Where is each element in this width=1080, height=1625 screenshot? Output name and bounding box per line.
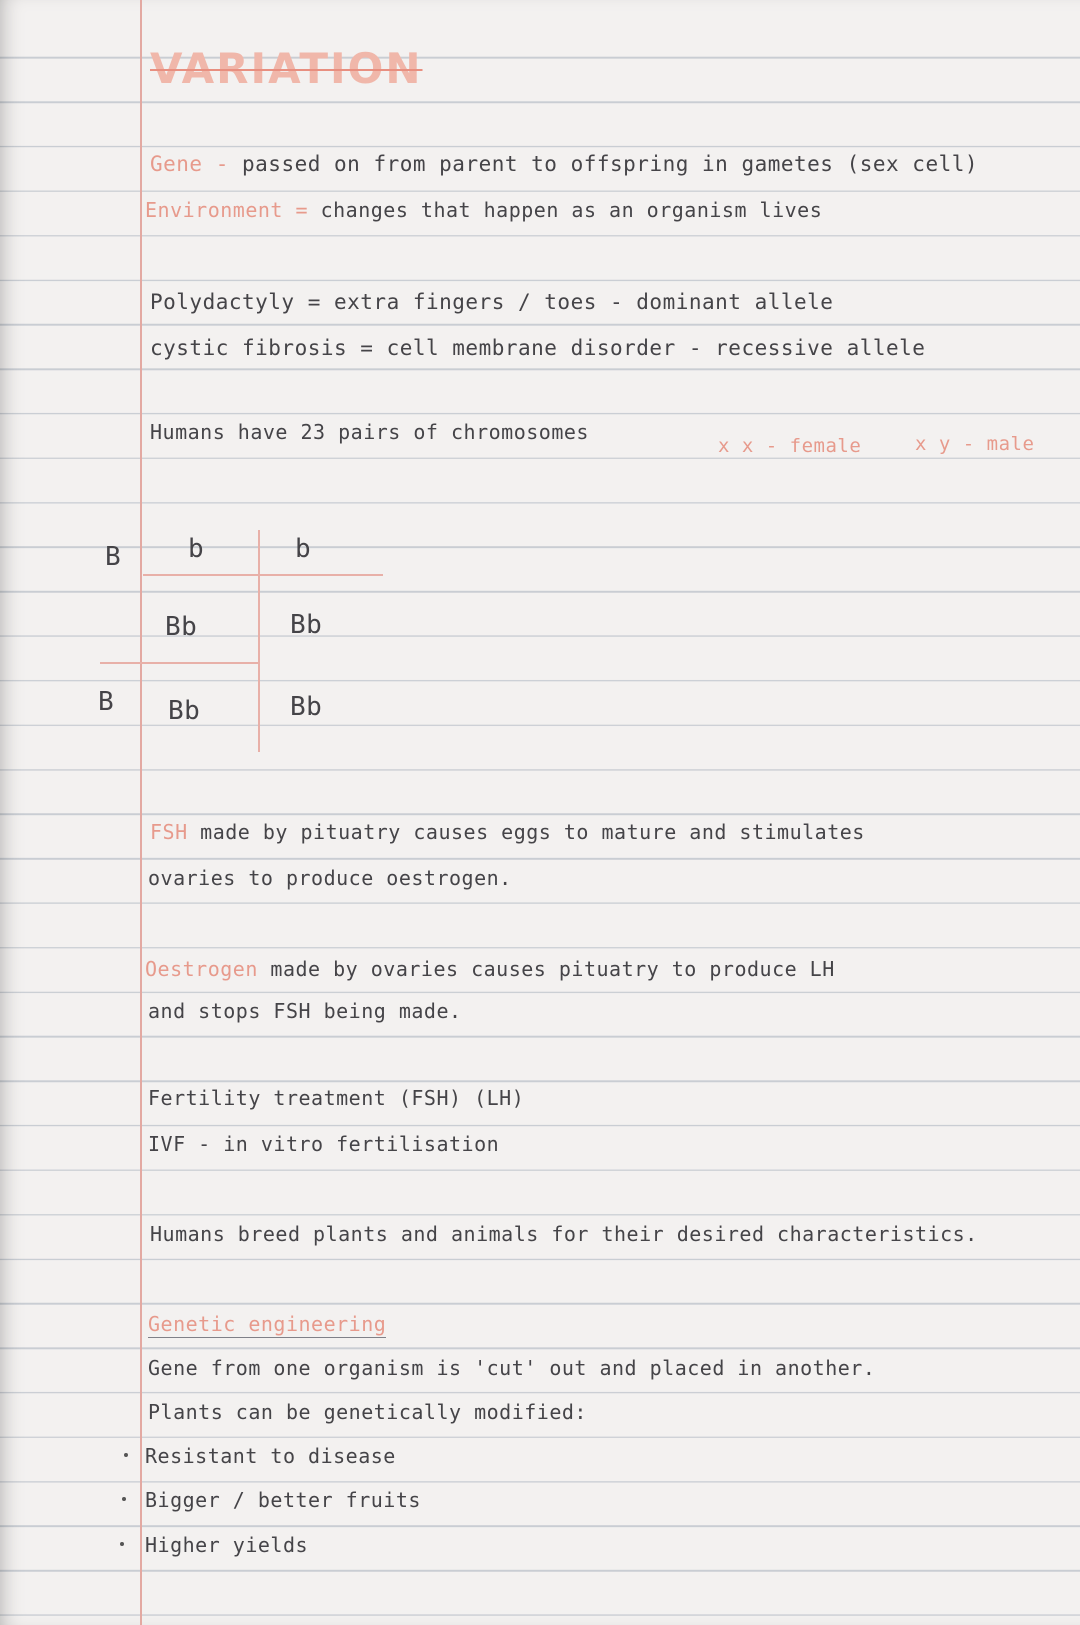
ivf-line: IVF - in vitro fertilisation [148,1132,500,1156]
bullet-dot [122,1497,126,1501]
punnett-row-divider [100,662,260,664]
gene-definition [150,150,978,178]
oestrogen-text: made by ovaries causes pituatry to produce LH [270,957,835,981]
punnett-cell: Bb [290,692,323,722]
bullet-item: Bigger / better fruits [145,1488,421,1512]
punnett-row-header: B [98,687,115,717]
genetic-engineering-heading [148,1310,386,1338]
fsh-line-1 [150,818,865,846]
polydactyly-line: Polydactyly = extra fingers / toes - dominant allele [150,290,834,314]
punnett-header-line [143,574,383,576]
punnett-cell: Bb [165,612,198,642]
fertility-line: Fertility treatment (FSH) (LH) [148,1086,525,1110]
oestrogen-line-1 [145,955,835,983]
genetic-engineering-line-1: Gene from one organism is 'cut' out and placed in another. [148,1356,876,1380]
bullet-item: Resistant to disease [145,1444,396,1468]
environment-term: Environment = [145,198,309,222]
fsh-term: FSH [150,820,188,844]
oestrogen-line-2: and stops FSH being made. [148,999,462,1023]
gene-term: Gene - [150,152,229,176]
punnett-row-header: B [105,542,122,572]
fsh-text: made by pituatry causes eggs to mature and stimulates [200,820,865,844]
punnett-col-header: b [188,534,205,564]
punnett-cell: Bb [168,696,201,726]
gene-text: passed on from parent to offspring in gametes (sex cell) [242,152,979,176]
genetic-engineering-heading-text: Genetic engineering [148,1312,387,1336]
punnett-col-header: b [295,534,312,564]
bullet-item: Higher yields [145,1533,309,1557]
cystic-fibrosis-line: cystic fibrosis = cell membrane disorder - recessive allele [150,336,926,360]
environment-definition [145,196,822,224]
page-title: VARIATION [150,44,423,93]
environment-text: changes that happen as an organism lives [320,198,823,222]
fsh-line-2: ovaries to produce oestrogen. [148,866,512,890]
bullet-dot [124,1453,128,1457]
bullet-dot [120,1542,124,1546]
breeding-line: Humans breed plants and animals for their desired characteristics. [150,1222,978,1246]
punnett-cell: Bb [290,610,323,640]
margin-line [140,0,142,1625]
oestrogen-term: Oestrogen [145,957,258,981]
genetic-engineering-line-2: Plants can be genetically modified: [148,1400,587,1424]
male-label: x y - male [915,433,1035,455]
chromosomes-line: Humans have 23 pairs of chromosomes [150,420,589,444]
female-label: x x - female [718,435,862,457]
punnett-column-divider [258,530,260,752]
